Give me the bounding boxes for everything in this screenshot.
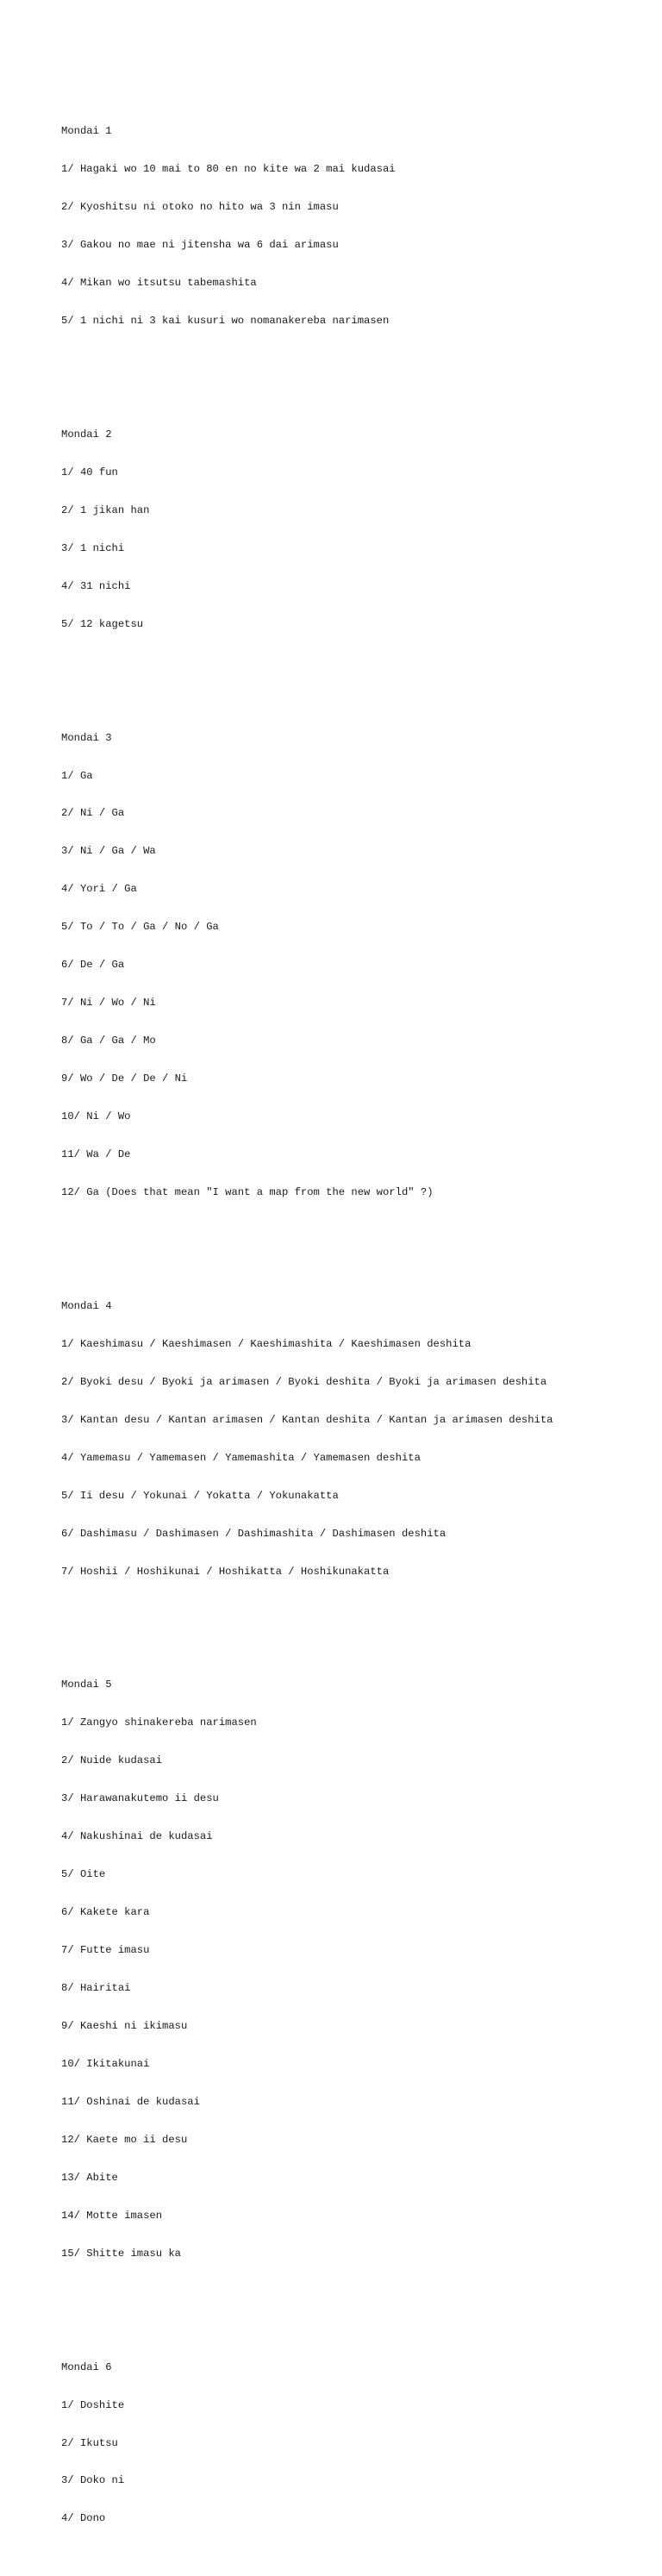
- answer-line: 2/ Nuide kudasai: [61, 1754, 163, 1767]
- answer-line: 3/ 1 nichi: [61, 541, 125, 554]
- answer-line: 5/ Ii desu / Yokunai / Yokatta / Yokunakatta: [61, 1489, 339, 1502]
- answer-line: 4/ Nakushinai de kudasai: [61, 1830, 213, 1843]
- answer-line: 3/ Harawanakutemo ii desu: [61, 1792, 219, 1805]
- answer-line: 4/ Yori / Ga: [61, 883, 137, 896]
- answer-line: 5/ 12 kagetsu: [61, 617, 144, 630]
- answer-line: 5/ To / To / Ga / No / Ga: [61, 921, 219, 934]
- answer-line: 3/ Ni / Ga / Wa: [61, 845, 156, 858]
- section-title: Mondai 1: [61, 125, 112, 138]
- answer-line: 7/ Hoshii / Hoshikunai / Hoshikatta / Hoshikunakatta: [61, 1565, 390, 1578]
- answer-line: 9/ Kaeshi ni ikimasu: [61, 2020, 188, 2032]
- answer-line: 12/ Kaete mo ii desu: [61, 2133, 188, 2146]
- section-mondai-6: [61, 2335, 647, 2550]
- answer-line: 4/ Dono: [61, 2512, 106, 2525]
- document-page: [61, 62, 647, 2576]
- section-mondai-2: [61, 403, 647, 656]
- answer-line: 3/ Kantan desu / Kantan arimasen / Kantan deshita / Kantan ja arimasen deshita: [61, 1413, 553, 1426]
- answer-line: 2/ Ni / Ga: [61, 807, 125, 820]
- answer-line: 3/ Doko ni: [61, 2474, 125, 2487]
- answer-line: 3/ Gakou no mae ni jitensha wa 6 dai arimasu: [61, 239, 339, 252]
- answer-line: 1/ Ga: [61, 769, 93, 782]
- answer-line: 4/ Mikan wo itsutsu tabemashita: [61, 277, 257, 290]
- answer-line: 6/ Kakete kara: [61, 1906, 150, 1919]
- answer-line: 4/ Yamemasu / Yamemasen / Yamemashita / Yamemasen deshita: [61, 1451, 421, 1464]
- answer-line: 2/ Byoki desu / Byoki ja arimasen / Byoki deshita / Byoki ja arimasen deshita: [61, 1375, 547, 1388]
- answer-line: 6/ Dashimasu / Dashimasen / Dashimashita / Dashimasen deshita: [61, 1527, 447, 1540]
- answer-line: 12/ Ga (Does that mean "I want a map from the new world" ?): [61, 1186, 434, 1198]
- answer-line: 1/ Hagaki wo 10 mai to 80 en no kite wa 2 mai kudasai: [61, 163, 396, 176]
- answer-line: 5/ Oite: [61, 1868, 106, 1881]
- answer-line: 2/ Ikutsu: [61, 2436, 118, 2449]
- answer-line: 1/ Kaeshimasu / Kaeshimasen / Kaeshimashita / Kaeshimasen deshita: [61, 1337, 472, 1350]
- answer-line: 1/ Doshite: [61, 2398, 125, 2411]
- section-title: Mondai 5: [61, 1679, 112, 1691]
- answer-line: 2/ 1 jikan han: [61, 503, 150, 516]
- answer-line: 8/ Ga / Ga / Mo: [61, 1035, 156, 1047]
- answer-line: 9/ Wo / De / De / Ni: [61, 1072, 188, 1085]
- section-title: Mondai 3: [61, 731, 112, 744]
- section-mondai-1: [61, 100, 647, 353]
- section-mondai-5: [61, 1654, 647, 2285]
- answer-line: 1/ 40 fun: [61, 466, 118, 478]
- answer-line: 10/ Ni / Wo: [61, 1110, 131, 1123]
- answer-line: 4/ 31 nichi: [61, 579, 131, 592]
- answer-line: 8/ Hairitai: [61, 1982, 131, 1995]
- section-mondai-3: [61, 706, 647, 1224]
- section-title: Mondai 6: [61, 2360, 112, 2373]
- answer-line: 5/ 1 nichi ni 3 kai kusuri wo nomanakereba narimasen: [61, 315, 390, 328]
- answer-line: 2/ Kyoshitsu ni otoko no hito wa 3 nin imasu: [61, 201, 339, 214]
- section-title: Mondai 4: [61, 1299, 112, 1312]
- answer-line: 7/ Ni / Wo / Ni: [61, 997, 156, 1010]
- section-mondai-4: [61, 1275, 647, 1604]
- answer-line: 11/ Wa / De: [61, 1148, 131, 1161]
- section-title: Mondai 2: [61, 428, 112, 441]
- answer-line: 7/ Futte imasu: [61, 1944, 150, 1957]
- answer-line: 14/ Motte imasen: [61, 2209, 163, 2222]
- answer-line: 11/ Oshinai de kudasai: [61, 2095, 200, 2108]
- answer-line: 15/ Shitte imasu ka: [61, 2247, 181, 2260]
- answer-line: 1/ Zangyo shinakereba narimasen: [61, 1716, 257, 1729]
- answer-line: 13/ Abite: [61, 2171, 118, 2184]
- answer-line: 10/ Ikitakunai: [61, 2057, 150, 2070]
- answer-line: 6/ De / Ga: [61, 959, 125, 972]
